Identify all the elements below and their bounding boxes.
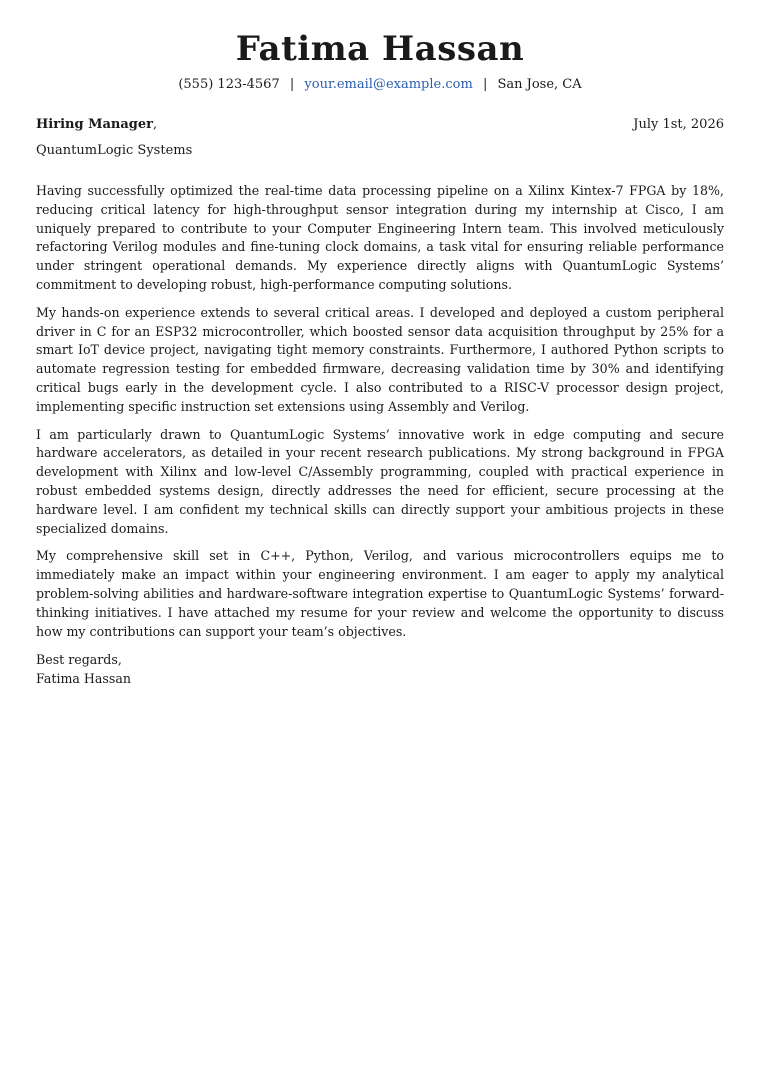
body-paragraph: My comprehensive skill set in C++, Python, Verilog, and various microcontrollers equips me to immediately make an impact within your engineering environment. I am eager to apply my analytical problem-solving abilities and hardware-software integration expertise to QuantumLogic Systems’ forward-thinking initiatives. I have attached my resume for your review and welcome the opportunity to discuss how my contributions can support your team’s objectives. xyxy=(36,548,724,639)
contact-separator: | xyxy=(289,77,295,92)
email-link[interactable]: your.email@example.com xyxy=(304,77,473,92)
letter-body xyxy=(36,182,724,641)
contact-separator: | xyxy=(482,77,488,92)
contact-line xyxy=(36,76,724,94)
recipient-title: Hiring Manager xyxy=(36,117,153,132)
recipient-title-suffix: , xyxy=(152,117,158,132)
body-paragraph: Having successfully optimized the real-time data processing pipeline on a Xilinx Kintex-7 FPGA by 18%, reducing critical latency for high-throughput sensor integration during my internship at Cisco, I am uniquely prepared to contribute to your Computer Engineering Intern team. This involved meticulously refactoring Verilog modules and fine-tuning clock domains, a task vital for ensuring reliable performance under stringent operational demands. My experience directly aligns with QuantumLogic Systems’ commitment to developing robust, high-performance computing solutions. xyxy=(36,183,724,292)
closing-signature: Fatima Hassan xyxy=(36,671,131,687)
location: San Jose, CA xyxy=(497,77,582,92)
letter-date: July 1st, 2026 xyxy=(633,117,724,132)
recipient-line xyxy=(36,116,157,134)
letter-header xyxy=(36,0,724,94)
applicant-name: Fatima Hassan xyxy=(235,29,525,69)
body-paragraph: I am particularly drawn to QuantumLogic Systems’ innovative work in edge computing and secure hardware accelerators, as detailed in your recent research publications. My strong background in FPGA development with Xilinx and low-level C/Assembly programming, coupled with practical experience in robust embedded systems design, directly addresses the need for efficient, secure processing at the hardware level. I am confident my technical skills can directly support your ambitious projects in these specialized domains. xyxy=(36,426,724,536)
recipient-date-row xyxy=(36,116,724,134)
body-paragraph: My hands-on experience extends to several critical areas. I developed and deployed a custom peripheral driver in C for an ESP32 microcontroller, which boosted sensor data acquisition throughput by 25% for a smart IoT device project, navigating tight memory constraints. Furthermore, I authored Python scripts to automate regression testing for embedded firmware, decreasing validation time by 30% and identifying critical bugs early in the development cycle. I also contributed to a RISC-V processor design project, implementing specific instruction set extensions using Assembly and Verilog. xyxy=(36,304,724,414)
phone-number: (555) 123-4567 xyxy=(178,77,280,92)
closing-salutation: Best regards, xyxy=(36,652,122,668)
recipient-company: QuantumLogic Systems xyxy=(36,143,193,158)
letter-closing xyxy=(36,650,724,688)
